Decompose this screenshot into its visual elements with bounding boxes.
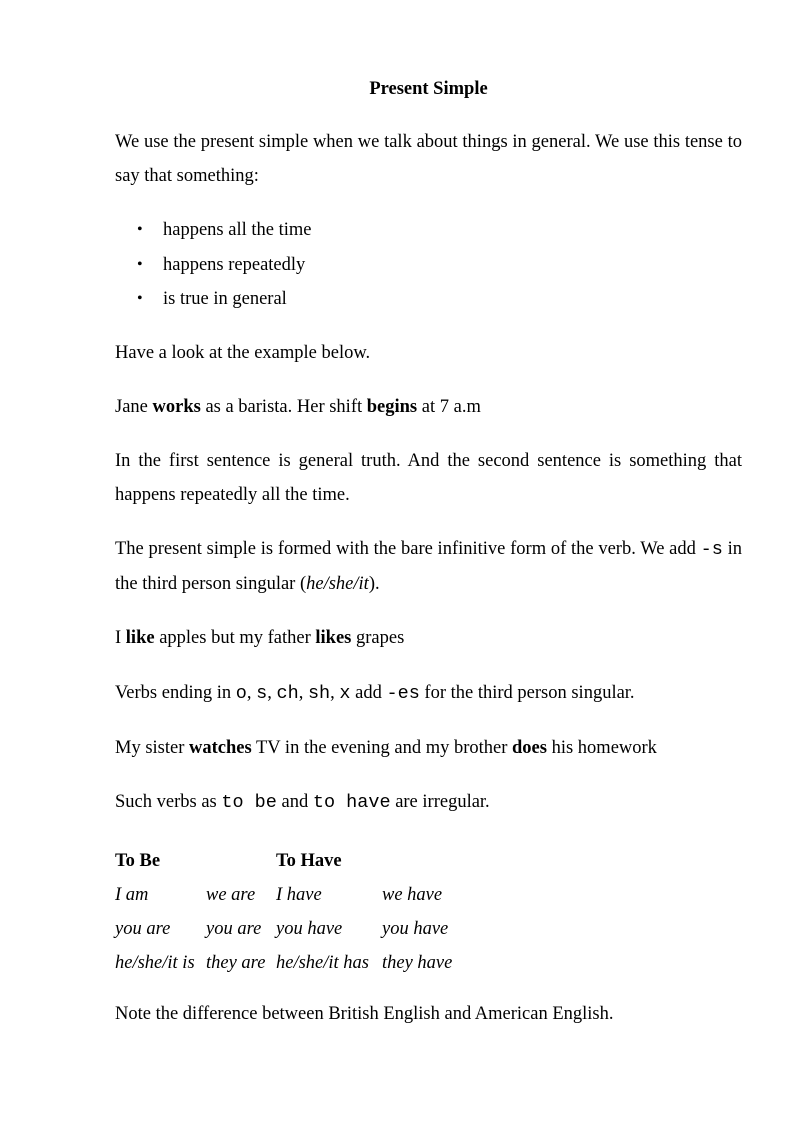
italic-text: he/she/it	[306, 574, 369, 594]
table-header-to-be: To Be	[115, 851, 161, 871]
text-span: Such verbs as	[115, 792, 222, 812]
text-span: grapes	[351, 628, 405, 648]
table-cell: you have	[276, 919, 343, 939]
code-snippet: ch	[276, 683, 299, 704]
text-span: ,	[267, 683, 277, 703]
text-span: I	[115, 628, 126, 648]
text-span: his homework	[546, 738, 657, 758]
highlighted-verb: likes	[315, 628, 352, 648]
code-snippet: to be	[221, 792, 277, 813]
highlighted-verb: works	[152, 397, 201, 417]
example-sentence-3	[115, 731, 742, 765]
note-paragraph: Note the difference between British English and American English.	[115, 1004, 614, 1024]
text-span: TV in the evening and my brother	[251, 738, 513, 758]
text-span: for the third person singular.	[419, 683, 635, 703]
table-header-to-have: To Have	[276, 851, 342, 871]
irregular-paragraph	[115, 785, 742, 820]
text-span: ,	[246, 683, 257, 703]
code-snippet: sh	[307, 683, 331, 704]
highlighted-verb: watches	[189, 738, 252, 758]
explanation-paragraph: In the first sentence is general truth. And the second sentence is something that happens repeatedly all the time.	[115, 451, 742, 505]
text-span: as a barista. Her shift	[200, 397, 367, 417]
table-row	[115, 946, 462, 980]
code-snippet: -s	[700, 539, 723, 560]
example-sentence-2	[115, 621, 742, 655]
endings-paragraph	[115, 676, 742, 711]
text-span: The present simple is formed with the bare infinitive form of the verb. We add	[115, 539, 701, 559]
text-span: add	[350, 683, 387, 703]
table-cell: he/she/it has	[276, 953, 370, 973]
intro-paragraph: We use the present simple when we talk about things in general. We use this tense to say that something:	[115, 132, 742, 186]
formation-paragraph	[115, 532, 742, 601]
table-cell: you are	[115, 919, 171, 939]
table-cell: I have	[276, 885, 322, 905]
text-span: ).	[368, 574, 380, 594]
list-item: • happens all the time	[115, 213, 311, 248]
list-item: • happens repeatedly	[115, 248, 311, 283]
code-snippet: -es	[386, 683, 420, 704]
text-span: ,	[330, 683, 340, 703]
table-cell: we have	[382, 885, 443, 905]
table-row	[115, 878, 462, 912]
table-row	[115, 912, 462, 946]
text-span: in the third person singular (	[115, 539, 742, 594]
text-span: apples but my father	[154, 628, 316, 648]
table-cell: they have	[382, 953, 453, 973]
code-snippet: o	[235, 683, 247, 704]
conjugation-table	[115, 844, 462, 980]
text-span: and	[276, 792, 313, 812]
highlighted-verb: does	[512, 738, 547, 758]
highlighted-verb: begins	[366, 397, 418, 417]
table-cell: they are	[206, 953, 266, 973]
text-span: Jane	[115, 397, 153, 417]
highlighted-verb: like	[125, 628, 155, 648]
table-cell: we are	[206, 885, 256, 905]
page-title: Present Simple	[369, 79, 488, 99]
usage-list	[115, 213, 311, 317]
table-cell: you are	[206, 919, 262, 939]
text-span: ,	[298, 683, 308, 703]
list-item: • is true in general	[115, 282, 311, 317]
table-cell: he/she/it is	[115, 953, 195, 973]
table-header-row	[115, 844, 462, 878]
text-span: are irregular.	[390, 792, 490, 812]
text-span: My sister	[115, 738, 189, 758]
text-span: at 7 a.m	[417, 397, 481, 417]
table-cell: I am	[115, 885, 149, 905]
example-sentence-1	[115, 390, 742, 424]
table-cell: you have	[382, 919, 449, 939]
text-span: Verbs ending in	[115, 683, 236, 703]
look-paragraph: Have a look at the example below.	[115, 343, 371, 363]
code-snippet: to have	[312, 792, 391, 813]
code-snippet: s	[256, 683, 268, 704]
code-snippet: x	[339, 683, 351, 704]
